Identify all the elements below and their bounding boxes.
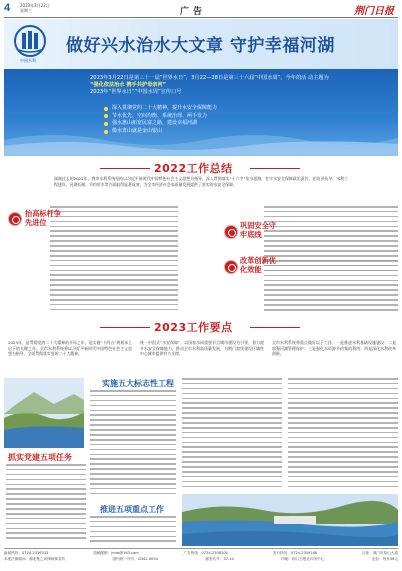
summary-title: 2022工作总结 [154, 162, 233, 175]
bullet-icon [104, 114, 108, 118]
side-label-advance: 抬高标杆争先进位 [25, 209, 61, 227]
reform-badge-icon [224, 260, 238, 274]
issue-weekday: 星期三 [20, 8, 32, 13]
footer-ad-hotline: 广告热线：0724-2308200 [183, 551, 228, 555]
footer [4, 548, 398, 562]
footer-postal-code: 邮发代号：37-14 [205, 557, 234, 561]
page-number: 4 [4, 2, 11, 14]
title-banner [4, 19, 398, 69]
target-badge-icon [8, 212, 22, 226]
key-points-intro-col1: 2023年，是贯彻党的二十大精神的开局之年，是实施“十四五”规划承上启下的关键之年。全市水利系统将以习近平新时代中国特色社会主义思想为指导，全面贯彻落实党的二十大精神。 [8, 340, 132, 357]
top-rule [4, 17, 398, 18]
key-points-intro-col2: 统一中国式“水安保障”，以国家水网重要节点城市建设为引领，着力提升水安全保障能力，推动全市水利高质量发展，为荆门加快建设区域性中心城市提供有力支撑。 [140, 340, 264, 357]
footer-distribution-hotline: 发行热线：0724-2359168 [272, 551, 318, 555]
hero-intro-line1: 2023年3月22日是第三十一届“世界水日”，3月22—28日是第三十六届“中国水周”。今年的活 [90, 75, 307, 81]
slogan-text: 像水青山就是金山银山 [112, 127, 163, 134]
newspaper-logo: 荆门日报 [354, 6, 394, 17]
summary-column-left [50, 206, 178, 316]
subhead-five-priorities: 推进五项重点工作 [100, 505, 164, 514]
footer-legal: 本报法律顾问：湖北楚之风律师事务所 [4, 557, 66, 561]
subhead-party-tasks: 抓实党建五项任务 [8, 453, 72, 462]
slogan-item [104, 105, 217, 113]
summary-rule-right [250, 168, 300, 169]
slogan-text: 强水惠山拓宽民富之路，建设幸福河湖 [112, 120, 198, 127]
dam-photo [182, 494, 398, 546]
key-points-text-col4 [288, 378, 398, 490]
key-points-text-col3 [182, 378, 282, 490]
key-points-title: 2023工作要点 [154, 321, 233, 334]
issue-date [20, 3, 50, 13]
bullet-icon [104, 107, 108, 111]
bullet-icon [104, 130, 108, 134]
summary-rule-left [100, 168, 150, 169]
party-tasks-text [6, 464, 86, 546]
footer-issn: 国内统一刊号：CN42-0054 [112, 557, 158, 561]
five-priorities-text [90, 516, 176, 546]
key-points-intro-col3: 全市水利系统将重点做好以下工作：一是推进水利基础设施建设；二是加强河湖管理保护；三是强化水资源节约集约利用；四是深化水利改革创新。 [272, 340, 396, 357]
footer-address: 社址：荆门市象山大道 [362, 551, 398, 555]
footer-email: 投稿邮箱：jmrb@163.com [93, 551, 139, 555]
slogan-item [104, 120, 217, 128]
hero-intro-line2: 动主题为 [308, 75, 329, 81]
hero-slogan-heading: 2023年“世界水日”“中国水周”宣传口号 [90, 89, 182, 95]
key-points-rule-left [100, 327, 150, 328]
side-label-safety: 巩固安全守牢底线 [240, 221, 276, 239]
slogan-text: 深入贯彻党的二十大精神，提升水安全保障能力 [112, 105, 218, 111]
key-points-rule-right [250, 327, 300, 328]
footer-price: 定价：每月36元 [371, 557, 398, 561]
issue-date-text: 2023年3月22日 [20, 3, 50, 8]
hero-theme: “强化依法治水 携手共护母亲河” [90, 82, 167, 88]
hero-intro [90, 75, 330, 96]
slogan-text: 节水优先、空间均衡、系统治理、两手发力 [112, 112, 208, 119]
hero-panel [4, 69, 398, 156]
summary-column-right-bottom [264, 260, 398, 316]
bullet-icon [104, 122, 108, 126]
page-headline: 做好兴水治水大文章 守护幸福河湖 [66, 36, 335, 56]
subhead-five-projects: 实施五大标志性工程 [102, 379, 174, 388]
footer-printer: 印刷：荆门日报社印务中心 [281, 557, 325, 561]
section-title: 广告 [180, 7, 207, 17]
side-label-reform: 改革创新优化效能 [240, 256, 276, 274]
five-projects-text [90, 390, 176, 498]
shield-badge-icon [224, 225, 238, 239]
summary-intro: 刚刚过去的2022年，我市水利系统坚持以习近平新时代中国特色社会主义思想为指导，深入贯彻落实“十六字”治水思路，扛牢水安全保障政治责任，在防汛抗旱、水利工程建设、河湖长制、节约用水等方面取得显著成效，为全市经济社会高质量发展提供了坚实的水安全保障。 [54, 176, 348, 187]
footer-row-2 [4, 556, 398, 562]
slogan-list [104, 105, 217, 135]
emblem-label: 中国水利 [20, 58, 36, 63]
reservoir-photo [4, 378, 84, 448]
slogan-item [104, 128, 217, 136]
footer-news-hotline: 新闻热线：0724-2336333 [4, 551, 49, 555]
